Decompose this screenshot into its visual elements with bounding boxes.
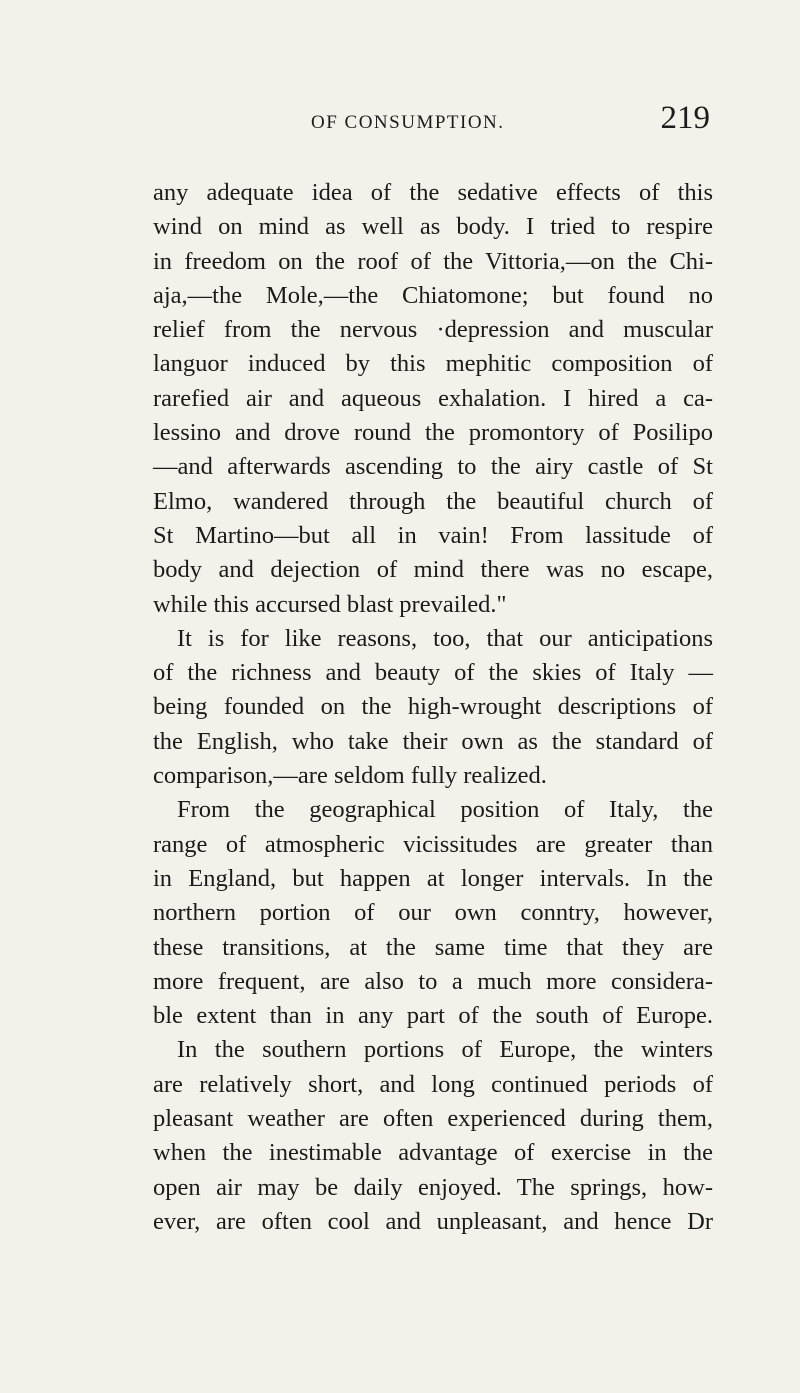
text-line: any adequate idea of the sedative effects of this [153, 179, 713, 206]
text-line: rarefied air and aqueous exhalation. I hired a ca- [153, 384, 713, 412]
text-line: when the inestimable advantage of exercise in the [153, 1139, 713, 1167]
text-line: —and afterwards ascending to the airy castle of St [153, 453, 713, 481]
text-line: relief from the nervous ·depression and muscular [153, 316, 713, 344]
body-text [153, 176, 713, 1239]
text-line: lessino and drove round the promontory of Posilipo [153, 419, 713, 447]
text-line: these transitions, at the same time that they are [153, 933, 713, 961]
text-line: comparison,—are seldom fully realized. [153, 762, 547, 790]
text-line: From the geographical position of Italy, the [177, 796, 713, 824]
text-line: wind on mind as well as body. I tried to respire [153, 213, 713, 241]
text-line: St Martino—but all in vain! From lassitude of [153, 521, 713, 549]
text-line: ble extent than in any part of the south of Europe. [153, 1002, 713, 1030]
text-line: body and dejection of mind there was no escape, [153, 556, 713, 584]
text-line: languor induced by this mephitic composition of [153, 350, 713, 378]
text-line: northern portion of our own conntry, however, [153, 899, 713, 927]
text-line: the English, who take their own as the standard of [153, 727, 713, 755]
text-line: In the southern portions of Europe, the winters [177, 1036, 713, 1064]
text-line: while this accursed blast prevailed." [153, 590, 507, 618]
text-line: aja,—the Mole,—the Chiatomone; but found no [153, 281, 713, 309]
running-title: OF CONSUMPTION. [311, 112, 505, 133]
text-line: ever, are often cool and unpleasant, and hence Dr [153, 1207, 713, 1235]
text-line: range of atmospheric vicissitudes are greater than [153, 830, 713, 858]
text-line: in freedom on the roof of the Vittoria,—on the Chi- [153, 247, 713, 275]
text-line: open air may be daily enjoyed. The springs, how- [153, 1173, 713, 1201]
running-head [150, 84, 710, 134]
text-line: It is for like reasons, too, that our anticipations [177, 624, 713, 652]
text-line: more frequent, are also to a much more considera- [153, 967, 713, 995]
text-line: pleasant weather are often experienced during them, [153, 1105, 713, 1133]
text-line: being founded on the high-wrought descriptions of [153, 693, 713, 721]
text-line: Elmo, wandered through the beautiful church of [153, 487, 713, 515]
text-line: of the richness and beauty of the skies of Italy — [153, 659, 713, 687]
text-line: are relatively short, and long continued periods of [153, 1070, 713, 1098]
page-number: 219 [660, 100, 710, 136]
text-line: in England, but happen at longer intervals. In the [153, 864, 713, 892]
